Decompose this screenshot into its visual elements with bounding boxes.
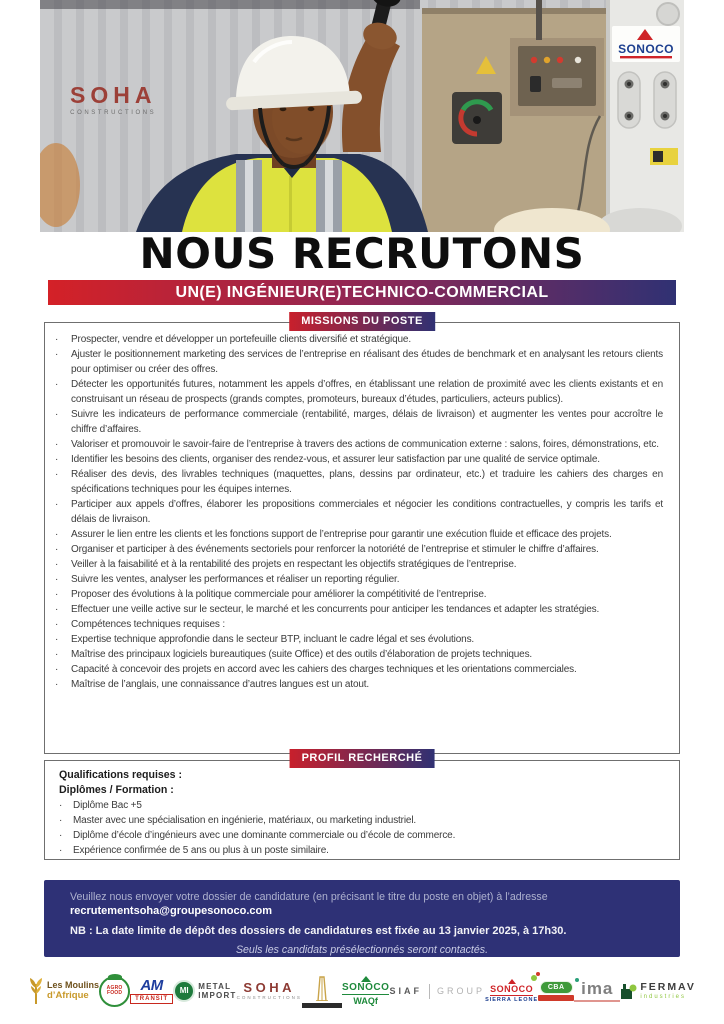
ima-dot-icon — [575, 978, 579, 982]
soha-logo-subtitle: CONSTRUCTIONS — [70, 110, 157, 116]
logo-siaf-group — [389, 984, 485, 999]
logo-metal-import — [173, 980, 236, 1002]
hero-photo-illustration — [40, 0, 684, 232]
mission-item: · Suivre les indicateurs de performance commerciale (rentabilité, marges, délais de livraison) et augmenter les ventes pour accroître le chiffre d’affaires. — [45, 407, 671, 437]
logo-sonoco-waqf — [342, 976, 389, 1006]
mission-item: · Maîtrise des principaux logiciels bureautiques (suite Office) et des outils d’élaboration de projets techniques. — [45, 647, 671, 662]
soha-constructions-logo — [70, 84, 156, 116]
sonoco-waqf-wordmark: SONOCO — [341, 982, 390, 993]
mission-item: · Valoriser et promouvoir le savoir-faire de l’entreprise à travers des actions de communication externe : salons, foires, démonstrations, etc. — [45, 437, 671, 452]
logo-fermav — [620, 982, 696, 1001]
mission-item: · Ajuster le positionnement marketing des services de l’entreprise en réalisant des études de benchmark et en analysant les retours clients pour optimiser ou créer des offres. — [45, 347, 671, 377]
mission-item: · Maîtrise de l’anglais, une connaissance d’autres langues est un atout. — [45, 677, 671, 692]
mission-item: · Capacité à concevoir des projets en accord avec les cahiers des charges techniques et les orientations commerciales. — [45, 662, 671, 677]
waqf-label: WAQf — [353, 996, 378, 1006]
am-transit-label: TRANSIT — [130, 994, 173, 1004]
poster-title: NOUS RECRUTONS — [139, 229, 585, 278]
tower-caption-bar — [302, 1003, 342, 1008]
fermav-subtitle: industries — [640, 994, 686, 1001]
sonoco-machine-logo: SONOCO — [618, 42, 674, 56]
mission-item: · Assurer le lien entre les clients et les fonctions support de l’entreprise pour garantir une exécution fluide et efficace des projets. — [45, 527, 671, 542]
diplomas-heading: Diplômes / Formation : — [59, 784, 174, 796]
sierra-leone-label: SIERRA LEONE — [485, 996, 539, 1003]
wheat-icon — [28, 978, 44, 1004]
siaf-group-label: GROUP — [436, 985, 485, 996]
missions-section-label: MISSIONS DU POSTE — [289, 312, 435, 331]
qualifications-heading: Qualifications requises : — [59, 769, 183, 781]
mission-item: · Prospecter, vendre et développer un portefeuille clients diversifié et stratégique. — [45, 332, 671, 347]
triangle-icon — [508, 979, 516, 984]
mission-item: · Proposer des évolutions à la politique commerciale pour améliorer la compétitivité de l’entreprise. — [45, 587, 671, 602]
profile-section-label: PROFIL RECHERCHÉ — [290, 749, 435, 768]
metal-import-badge-icon: MI — [173, 980, 195, 1002]
mission-item: · Effectuer une veille active sur le secteur, le marché et les concurrents pour anticiper les tendances et adapter les stratégies. — [45, 602, 671, 617]
agro-food-seal-icon — [99, 976, 130, 1007]
logo-am-transit — [130, 978, 173, 1004]
splash-icon — [536, 972, 540, 976]
moulins-line1: Les Moulins — [47, 980, 100, 991]
moulins-line2: d’Afrique — [47, 990, 89, 1002]
mission-item: · Participer aux appels d’offres, élaborer les propositions commerciales et négocier les conditions contractuelles, y compris les tarifs et délais de livraison. — [45, 497, 671, 527]
missions-section — [44, 315, 680, 754]
profile-item: · Master avec une spécialisation en ingénierie, matériaux, ou marketing industriel. — [59, 813, 665, 828]
divider — [429, 984, 430, 999]
profile-section — [44, 752, 680, 860]
mission-item: · Détecter les opportunités futures, notamment les appels d’offres, en établissant une relation de proximité avec les clients existants et en construisant un réseau de prospects (grands comptes, promoteurs, bureaux d’études, particuliers, acteurs publics). — [45, 377, 671, 407]
mission-item: · Suivre les ventes, analyser les performances et réaliser un reporting régulier. — [45, 572, 671, 587]
mission-item: · Veiller à la faisabilité et à la rentabilité des projets en respectant les objectifs stratégiques de l’entreprise. — [45, 557, 671, 572]
missions-list — [45, 332, 671, 692]
contact-instruction: Veuillez nous envoyer votre dossier de candidature (en précisant le titre du poste en objet) à l’adresse — [70, 891, 548, 903]
tower-building-icon — [312, 975, 332, 1001]
deadline-note: NB : La date limite de dépôt des dossiers de candidatures est fixée au 13 janvier 2025, à 17h30. — [70, 925, 567, 937]
soha-subtitle: CONSTRUCTIONS — [236, 995, 302, 1001]
partner-logos-row — [28, 962, 696, 1020]
mission-item: · Compétences techniques requises : — [45, 617, 671, 632]
leaf-icon — [108, 974, 122, 980]
logo-tower-center — [302, 975, 342, 1008]
contact-box — [44, 880, 680, 957]
fermav-wordmark: FERMAV — [640, 980, 696, 993]
mission-item: · Réaliser des devis, des livrables techniques (maquettes, plans, dessins par ordinateur, etc.) et traduire les cahiers des charges en spécifications techniques pour les équipes internes. — [45, 467, 671, 497]
ima-caption-bar — [574, 1000, 620, 1003]
am-transit-initials: AM — [140, 977, 163, 994]
logo-cba — [538, 981, 574, 1001]
role-banner: UN(E) INGÉNIEUR(E)TECHNICO-COMMERCIAL — [48, 280, 676, 305]
metal-import-line2: IMPORT — [198, 991, 237, 1000]
agro-food-label: AGRO FOOD — [106, 985, 123, 996]
contact-email: recrutementsoha@groupesonoco.com — [70, 905, 273, 917]
cba-wordmark: CBA — [540, 981, 573, 994]
logo-sonoco-sierra-leone — [485, 979, 538, 1004]
soha-logo-wordmark: SOHA — [70, 82, 157, 108]
profile-item: · Diplôme Bac +5 — [59, 798, 665, 813]
mission-item: · Expertise technique approfondie dans le secteur BTP, incluant le cadre légal et ses évolutions. — [45, 632, 671, 647]
selection-note: Seuls les candidats présélectionnés seront contactés. — [235, 944, 489, 956]
profile-item: · Diplôme d’école d’ingénieurs avec une dominante commerciale ou d’école de commerce. — [59, 828, 665, 843]
logo-ima — [574, 980, 620, 1003]
soha-wordmark: SOHA — [243, 980, 295, 996]
profile-item: · Expérience confirmée de 5 ans ou plus à un poste similaire. — [59, 843, 665, 858]
sonoco-sl-wordmark: SONOCO — [490, 983, 534, 994]
metal-import-line1: METAL — [198, 982, 232, 991]
factory-leaf-icon — [620, 983, 637, 1000]
siaf-wordmark: SIAF — [389, 985, 422, 996]
ima-wordmark: ima — [581, 978, 614, 998]
mission-item: · Organiser et participer à des événements sectoriels pour renforcer la notoriété de l’entreprise et stimuler le chiffre d’affaires. — [45, 542, 671, 557]
cba-caption-bar — [538, 995, 574, 1001]
mission-item: · Identifier les besoins des clients, organiser des rendez-vous, et assurer leur satisfaction par une qualité de service optimale. — [45, 452, 671, 467]
hero-photo — [40, 0, 684, 232]
logo-agro-food — [99, 976, 130, 1007]
profile-list — [59, 798, 665, 858]
logo-soha-constructions — [237, 981, 302, 1001]
logo-les-moulins-afrique — [28, 978, 99, 1004]
